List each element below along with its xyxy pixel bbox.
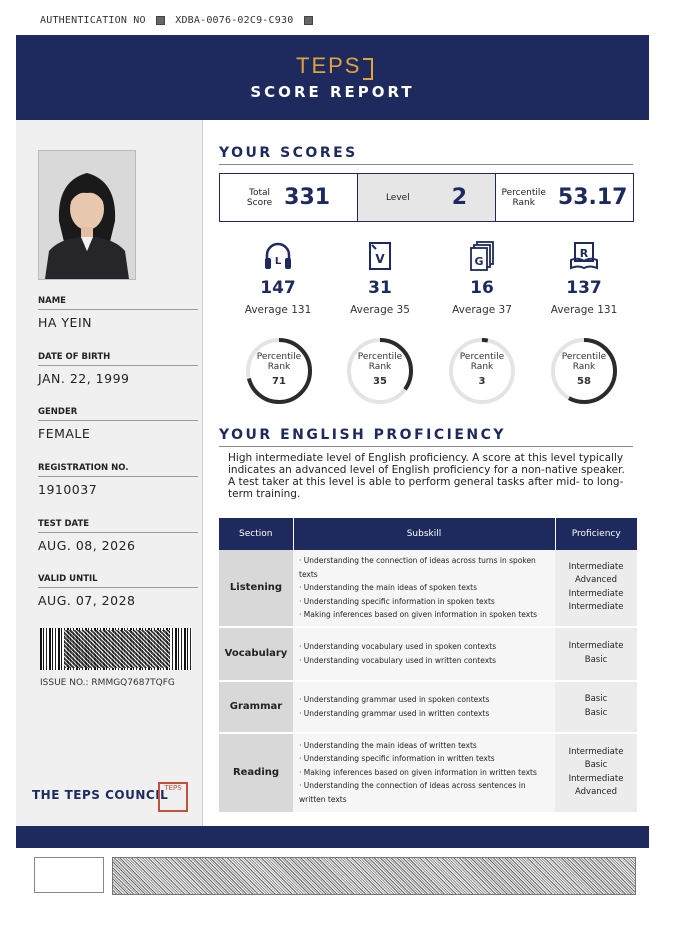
vocabulary-average: Average 35 (350, 304, 410, 316)
total-score-value: 331 (284, 185, 331, 210)
registration-field (38, 463, 198, 497)
proficiency-table (219, 518, 637, 814)
level-label: Level (385, 192, 410, 203)
stacked-pages-icon (466, 240, 498, 272)
svg-text:G: G (474, 255, 484, 268)
proficiency-divider (219, 446, 633, 447)
svg-text:L: L (274, 256, 282, 267)
vocabulary-score: 31 (368, 278, 392, 298)
reading-average: Average 131 (550, 304, 618, 316)
section-cell: Vocabulary (219, 627, 293, 681)
candidate-photo (38, 150, 136, 280)
grammar-score: 16 (470, 278, 494, 298)
name-value: HA YEIN (38, 315, 92, 330)
dob-label: DATE OF BIRTH (38, 352, 198, 366)
table-row (219, 733, 637, 813)
section-cell: Grammar (219, 681, 293, 733)
level-value: 2 (451, 185, 468, 210)
reading-percentile-gauge: Percentile Rank 58 (549, 336, 619, 406)
total-score-cell (220, 174, 358, 221)
dob-value: JAN. 22, 1999 (38, 371, 130, 386)
footer-box (34, 857, 104, 893)
proficiency-description: High intermediate level of English proficiency. A score at this level typically indicates an advanced level of English proficiency for a non-native speaker. A test taker at this level is able to perform general tasks after mid- to long-term training. (228, 452, 625, 500)
proficiency-section-title: YOUR ENGLISH PROFICIENCY (219, 427, 507, 443)
scores-section-title: YOUR SCORES (219, 145, 358, 161)
logo-bracket-icon (363, 58, 373, 80)
auth-label: AUTHENTICATION NO (40, 15, 146, 26)
council-name: THE TEPS COUNCIL (32, 788, 169, 802)
percentile-rank-cell (496, 174, 633, 221)
grammar-subscore (432, 240, 532, 316)
square-icon (304, 16, 313, 25)
report-title: SCORE REPORT (250, 83, 415, 101)
vocabulary-percentile: 35 (373, 376, 387, 387)
test-date-value: AUG. 08, 2026 (38, 538, 136, 553)
authentication-number (40, 15, 317, 26)
barcode-pattern (64, 630, 170, 668)
gender-value: FEMALE (38, 426, 91, 441)
grammar-average: Average 37 (452, 304, 512, 316)
total-score-label: Total Score (246, 187, 273, 208)
teps-logo (296, 53, 373, 80)
proficiency-cell: Intermediate Basic Intermediate Advanced (555, 733, 637, 813)
valid-until-label: VALID UNTIL (38, 574, 198, 588)
subskill-cell: · Understanding the connection of ideas across turns in spoken texts · Understanding the main ideas of spoken texts · Understanding specific information in spoken texts · Making inferences based on given information in spoken texts (293, 550, 555, 627)
valid-until-field (38, 574, 198, 608)
svg-text:R: R (579, 247, 589, 260)
subskill-cell: · Understanding vocabulary used in spoken contexts · Understanding vocabulary used in written contexts (293, 627, 555, 681)
subskill-cell: · Understanding grammar used in spoken contexts · Understanding grammar used in written contexts (293, 681, 555, 733)
headphones-icon (262, 240, 294, 272)
auth-code: XDBA-0076-02C9-C930 (175, 15, 294, 26)
table-row (219, 627, 637, 681)
reading-subscore (534, 240, 634, 316)
gender-field (38, 407, 198, 441)
proficiency-cell: Intermediate Advanced Intermediate Intermediate (555, 550, 637, 627)
reading-percentile: 58 (577, 376, 591, 387)
listening-subscore (228, 240, 328, 316)
gender-label: GENDER (38, 407, 198, 421)
proficiency-cell: Intermediate Basic (555, 627, 637, 681)
table-row (219, 550, 637, 627)
vocabulary-subscore (330, 240, 430, 316)
footer-bar (16, 826, 649, 848)
registration-label: REGISTRATION NO. (38, 463, 198, 477)
listening-average: Average 131 (244, 304, 312, 316)
score-summary (219, 173, 634, 222)
subskill-cell: · Understanding the main ideas of written texts · Understanding specific information in written texts · Making inferences based on given information in written texts · Understanding the connection of ideas across sentences in written texts (293, 733, 555, 813)
section-header: Section (219, 518, 293, 550)
scores-divider (219, 164, 633, 165)
registration-value: 1910037 (38, 482, 98, 497)
listening-score: 147 (260, 278, 296, 298)
seal-text: TEPS (164, 784, 182, 792)
section-cell: Listening (219, 550, 293, 627)
test-date-label: TEST DATE (38, 519, 198, 533)
section-cell: Reading (219, 733, 293, 813)
profile-panel (16, 120, 203, 826)
test-date-field (38, 519, 198, 553)
barcode (40, 628, 192, 670)
listening-percentile-gauge: Percentile Rank 71 (244, 336, 314, 406)
percentile-rank-label: Percentile Rank (501, 187, 546, 208)
security-pattern (112, 857, 636, 895)
percentile-rank-value: 53.17 (557, 185, 628, 210)
table-row (219, 681, 637, 733)
square-icon (156, 16, 165, 25)
svg-text:V: V (375, 252, 385, 266)
council-seal (158, 782, 188, 812)
open-book-icon (568, 240, 600, 272)
listening-percentile: 71 (272, 376, 286, 387)
valid-until-value: AUG. 07, 2028 (38, 593, 136, 608)
report-header (16, 35, 649, 120)
proficiency-cell: Basic Basic (555, 681, 637, 733)
reading-score: 137 (566, 278, 602, 298)
vocabulary-percentile-gauge: Percentile Rank 35 (345, 336, 415, 406)
logo-text: TEPS (296, 53, 362, 78)
issue-number: ISSUE NO.: RMMGQ7687TQFG (40, 678, 175, 688)
document-icon (364, 240, 396, 272)
name-label: NAME (38, 296, 198, 310)
level-cell (358, 174, 496, 221)
grammar-percentile-gauge: Percentile Rank 3 (447, 336, 517, 406)
proficiency-header: Proficiency (555, 518, 637, 550)
dob-field (38, 352, 198, 386)
name-field (38, 296, 198, 330)
grammar-percentile: 3 (478, 376, 486, 387)
subskill-header: Subskill (293, 518, 555, 550)
